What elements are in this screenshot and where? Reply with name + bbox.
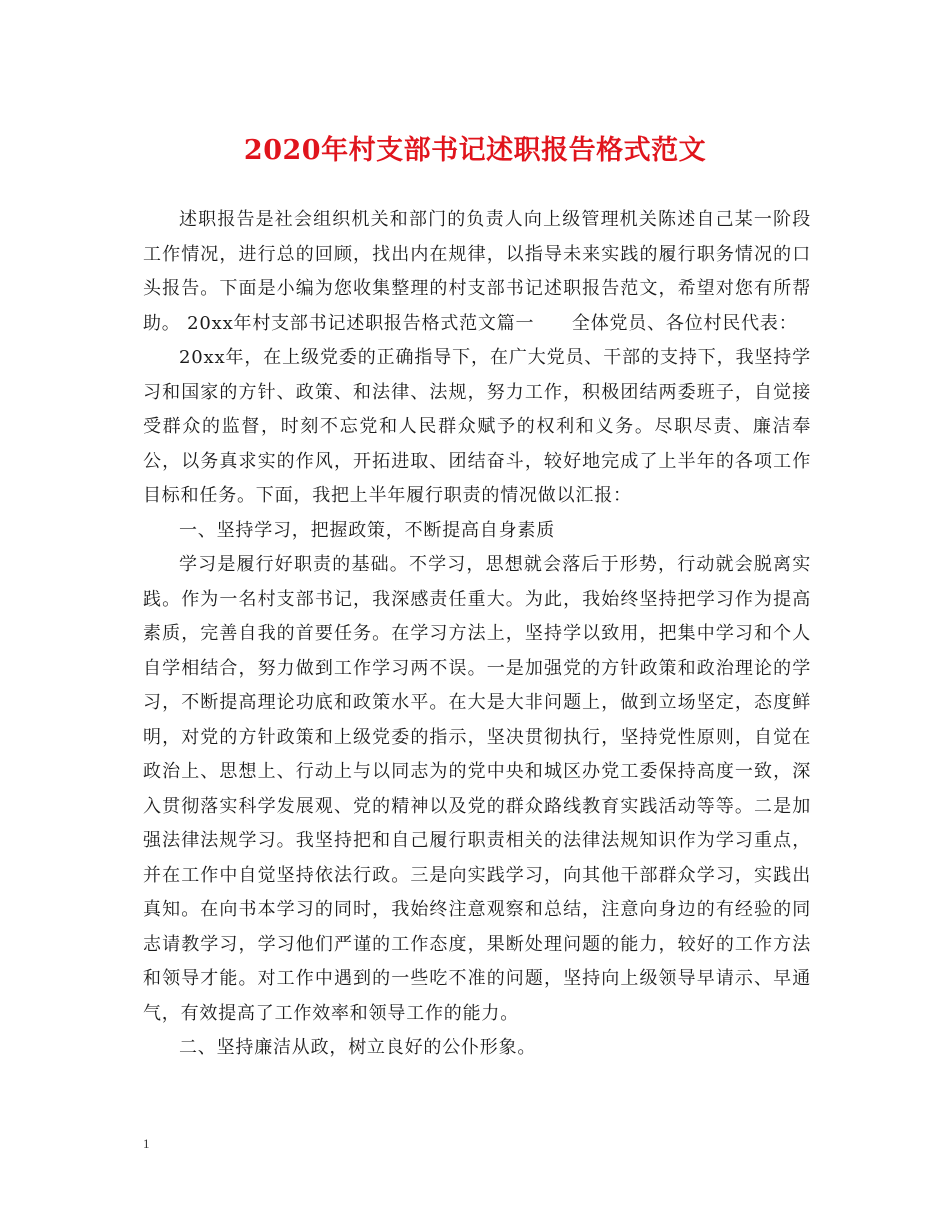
section-heading-1: 一、坚持学习，把握政策，不断提高自身素质 [179,519,555,541]
document-body [143,203,811,1066]
page-number: 1 [143,1136,150,1151]
document-title: 2020年村支部书记述职报告格式范文 [243,135,707,166]
paragraph-summary: 20xx年，在上级党委的正确指导下，在广大党员、干部的支持下，我坚持学习和国家的方针、政策、和法律、法规，努力工作，积极团结两委班子，自觉接受群众的监督，时刻不忘党和人民群众赋予的权利和义务。尽职尽责、廉洁奉公，以务真求实的作风，开拓进取、团结奋斗，较好地完成了上半年的各项工作目标和任务。下面，我把上半年履行职责的情况做以汇报： [143,347,811,506]
paragraph-intro: 述职报告是社会组织机关和部门的负责人向上级管理机关陈述自己某一阶段工作情况，进行总的回顾，找出内在规律，以指导未来实践的履行职务情况的口头报告。下面是小编为您收集整理的村支部书记述职报告范文，希望对您有所帮助。 20xx年村支部书记述职报告格式范文篇一 全体党员、各位村民代表： [143,209,811,334]
section-heading-2: 二、坚持廉洁从政，树立良好的公仆形象。 [179,1037,537,1058]
paragraph-study: 学习是履行好职责的基础。不学习，思想就会落后于形势，行动就会脱离实践。作为一名村支部书记，我深感责任重大。为此，我始终坚持把学习作为提高素质，完善自我的首要任务。在学习方法上，坚持学以致用，把集中学习和个人自学相结合，努力做到工作学习两不误。一是加强党的方针政策和政治理论的学习，不断提高理论功底和政策水平。在大是大非问题上，做到立场坚定，态度鲜明，对党的方针政策和上级党委的指示，坚决贯彻执行，坚持党性原则，自觉在政治上、思想上、行动上与以同志为的党中央和城区办党工委保持高度一致，深入贯彻落实科学发展观、党的精神以及党的群众路线教育实践活动等等。二是加强法律法规学习。我坚持把和自己履行职责相关的法律法规知识作为学习重点，并在工作中自觉坚持依法行政。三是向实践学习，向其他干部群众学习，实践出真知。在向书本学习的同时，我始终注意观察和总结，注意向身边的有经验的同志请教学习，学习他们严谨的工作态度，果断处理问题的能力，较好的工作方法和领导才能。对工作中遇到的一些吃不准的问题，坚持向上级领导早请示、早通气，有效提高了工作效率和领导工作的能力。 [143,554,811,1024]
